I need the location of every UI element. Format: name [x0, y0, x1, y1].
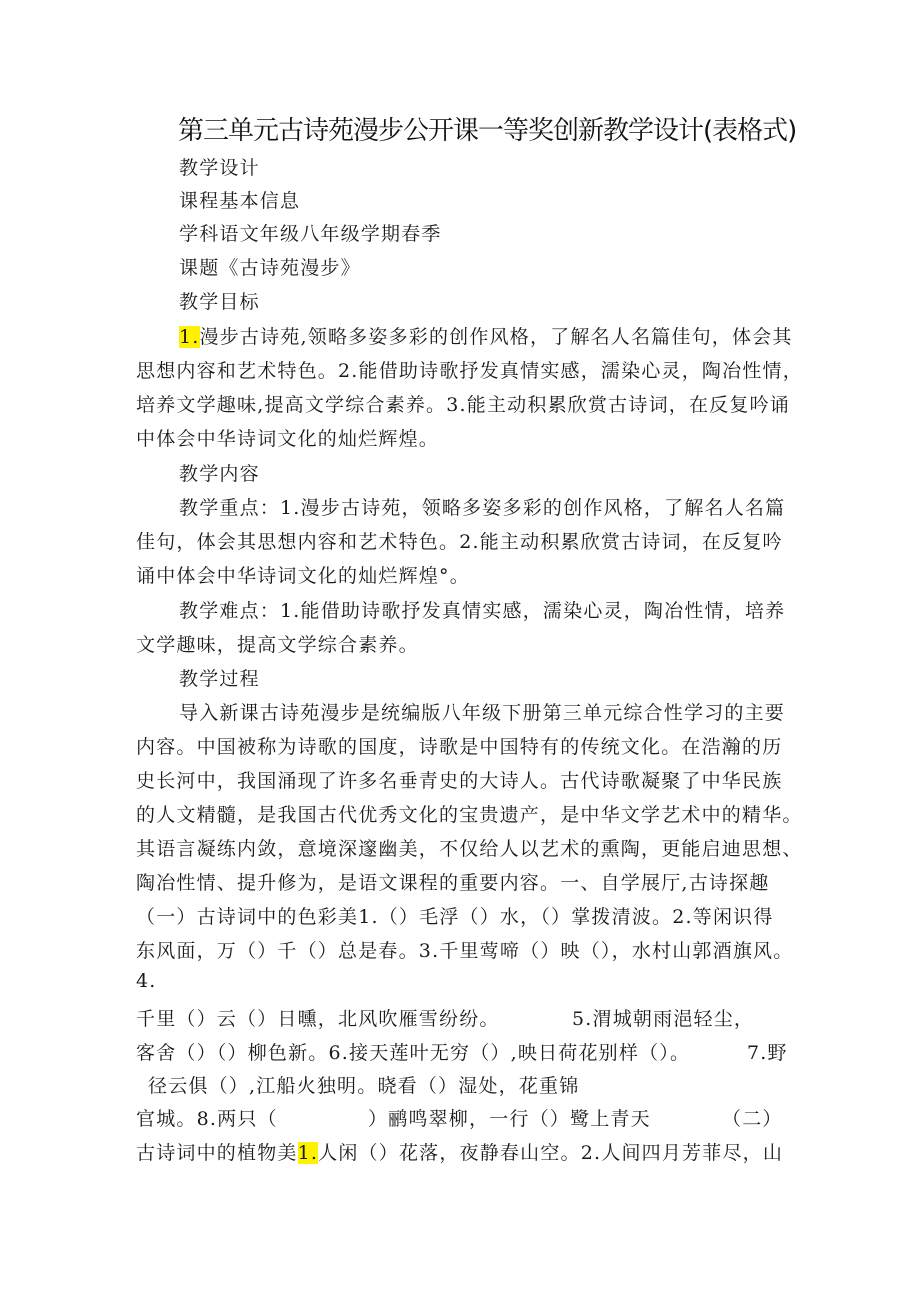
exercise-line-7-lead: 古诗词中的植物美 — [136, 1142, 298, 1164]
goals-line-3: 培养文学趣味,提高文学综合素养。3.能主动积累欣赏古诗词，在反复吟诵 — [136, 394, 790, 416]
goals-line-4: 中体会中华诗词文化的灿烂辉煌。 — [136, 428, 440, 450]
section-heading-content: 教学内容 — [179, 463, 260, 485]
process-paragraph-line-4: 的人文精髓，是我国古代优秀文化的宝贵遗产，是中华文学艺术中的精华。 — [136, 804, 803, 826]
difficulties-line-1: 教学难点：1.能借助诗歌抒发真情实感，濡染心灵，陶冶性情，培养 — [179, 600, 786, 622]
exercise-line-2: 东风面，万（）千（）总是春。3.千里莺啼（）映（），水村山郭酒旗风。 — [136, 940, 794, 962]
goals-line-1 — [179, 322, 793, 349]
section-heading-goals: 教学目标 — [179, 291, 260, 313]
process-paragraph-line-5: 其语言凝练内敛，意境深邃幽美，不仅给人以艺术的熏陶，更能启迪思想、 — [136, 838, 803, 860]
goals-line-1-text: 漫步古诗苑,领略多姿多彩的创作风格，了解名人名篇佳句，体会其 — [199, 326, 793, 348]
section-heading-teaching-design: 教学设计 — [179, 157, 260, 179]
exercise-line-3a: 千里（）云（）日曛，北风吹雁雪纷纷。 — [136, 1008, 500, 1030]
goals-line-2: 思想内容和艺术特色。2.能借助诗歌抒发真情实感，濡染心灵，陶冶性情， — [136, 360, 803, 382]
exercise-line-1: （一）古诗词中的色彩美1.（）毛浮（）水，（）掌拨清波。2.等闲识得 — [136, 906, 774, 928]
process-paragraph-line-6: 陶冶性情、提升修为，是语文课程的重要内容。一、自学展厅,古诗探趣 — [136, 872, 770, 894]
key-points-line-3: 诵中体会中华诗词文化的灿烂辉煌°。 — [136, 565, 470, 587]
exercise-line-6a: 官城。8.两只（ — [136, 1108, 278, 1130]
process-paragraph-line-2: 内容。中国被称为诗歌的国度，诗歌是中国特有的传统文化。在浩瀚的历 — [136, 736, 783, 758]
course-topic-line: 课题《古诗苑漫步》 — [179, 257, 361, 279]
exercise-number-4: 4. — [136, 970, 157, 992]
highlighted-number: 1. — [179, 326, 200, 348]
document-title: 第三单元古诗苑漫步公开课一等奖创新教学设计(表格式) — [178, 116, 797, 146]
difficulties-line-2: 文学趣味，提高文学综合素养。 — [136, 634, 419, 656]
exercise-line-6b: ）鹂鸣翠柳，一行（）鹭上青天 — [368, 1108, 651, 1130]
exercise-line-7-rest: 人闲（）花落，夜静春山空。2.人间四月芳菲尽，山 — [318, 1142, 784, 1164]
key-points-line-2: 佳句，体会其思想内容和艺术特色。2.能主动积累欣赏古诗词，在反复吟 — [136, 531, 783, 553]
key-points-line-1: 教学重点：1.漫步古诗苑，领略多姿多彩的创作风格，了解名人名篇 — [179, 497, 786, 519]
section-heading-process: 教学过程 — [179, 668, 260, 690]
exercise-line-7 — [136, 1138, 783, 1165]
exercise-line-4b: 7.野 — [747, 1042, 788, 1064]
process-paragraph-line-3: 史长河中，我国涌现了许多名垂青史的大诗人。古代诗歌凝聚了中华民族 — [136, 770, 783, 792]
exercise-line-6c: （二） — [722, 1108, 783, 1130]
exercise-line-3b: 5.渭城朝雨浥轻尘， — [572, 1008, 755, 1030]
highlighted-number-2: 1. — [297, 1142, 319, 1164]
exercise-line-5: 径云俱（）,江船火独明。晓看（）湿处，花重锦 — [148, 1075, 580, 1097]
exercise-line-4a: 客舍（）（）柳色新。6.接天莲叶无穷（）,映日荷花别样（）。 — [136, 1042, 691, 1064]
course-info-line: 学科语文年级八年级学期春季 — [179, 223, 442, 245]
process-paragraph-line-1: 导入新课古诗苑漫步是统编版八年级下册第三单元综合性学习的主要 — [179, 702, 786, 724]
section-heading-course-info: 课程基本信息 — [179, 190, 301, 212]
